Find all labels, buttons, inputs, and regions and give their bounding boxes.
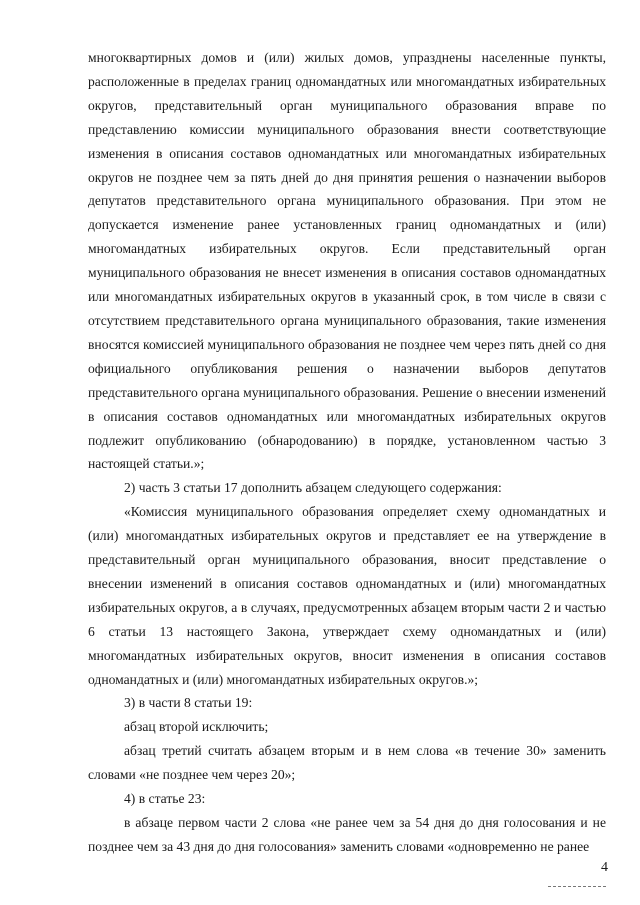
paragraph-third-renumbered: абзац третий считать абзацем вторым и в нем слова «в течение 30» заменить словами «не позднее чем через 20»; xyxy=(88,743,606,783)
paragraph-item-3: 3) в части 8 статьи 19: xyxy=(124,695,253,711)
paragraph-quote-commission: «Комиссия муниципального образования определяет схему одномандатных и (или) многомандатных избирательных округов и представляет ее на утверждение в представительный орган муниципального образования, вносит представление о внесении изменений в описания составов одномандатных и (или) многомандатных избирательных округов, а в случаях, предусмотренных абзацем вторым части 2 и частью 6 статьи 13 настоящего Закона, утверждает схему одномандатных и (или) многомандатных избирательных округов, вносит изменения в описания составов одномандатных и (или) многомандатных избирательных округов.»; xyxy=(88,504,606,687)
paragraph-item-2: 2) часть 3 статьи 17 дополнить абзацем следующего содержания: xyxy=(124,480,502,496)
footer-rule xyxy=(548,886,606,887)
paragraph-second-excluded: абзац второй исключить; xyxy=(124,719,269,735)
document-body xyxy=(88,46,606,859)
paragraph-item-4: 4) в статье 23: xyxy=(124,791,206,807)
page-number: 4 xyxy=(601,860,608,875)
paragraph-continuation: многоквартирных домов и (или) жилых домов, упразднены населенные пункты, расположенные в пределах границ одномандатных или многомандатных избирательных округов, представительный орган муниципального образования вправе по представлению комиссии муниципального образования внести соответствующие изменения в описания составов одномандатных или многомандатных избирательных округов не позднее чем за пять дней до дня принятия решения о назначении выборов депутатов представительного органа муниципального образования. При этом не допускается изменение ранее установленных границ одномандатных и (или) многомандатных избирательных округов. Если представительный орган муниципального образования не внесет изменения в описания составов одномандатных или многомандатных избирательных округов в указанный срок, в том числе в связи с отсутствием представительного органа муниципального образования, такие изменения вносятся комиссией муниципального образования не позднее чем через пять дней со дня официального опубликования решения о назначении выборов депутатов представительного органа муниципального образования. Решение о внесении изменений в описания составов одномандатных или многомандатных избирательных округов подлежит опубликованию (обнародованию) в порядке, установленном частью 3 настоящей статьи.»; xyxy=(88,50,606,472)
paragraph-article-23-change: в абзаце первом части 2 слова «не ранее чем за 54 дня до дня голосования и не позднее чем за 43 дня до дня голосования» заменить словами «одновременно не ранее xyxy=(88,815,606,854)
